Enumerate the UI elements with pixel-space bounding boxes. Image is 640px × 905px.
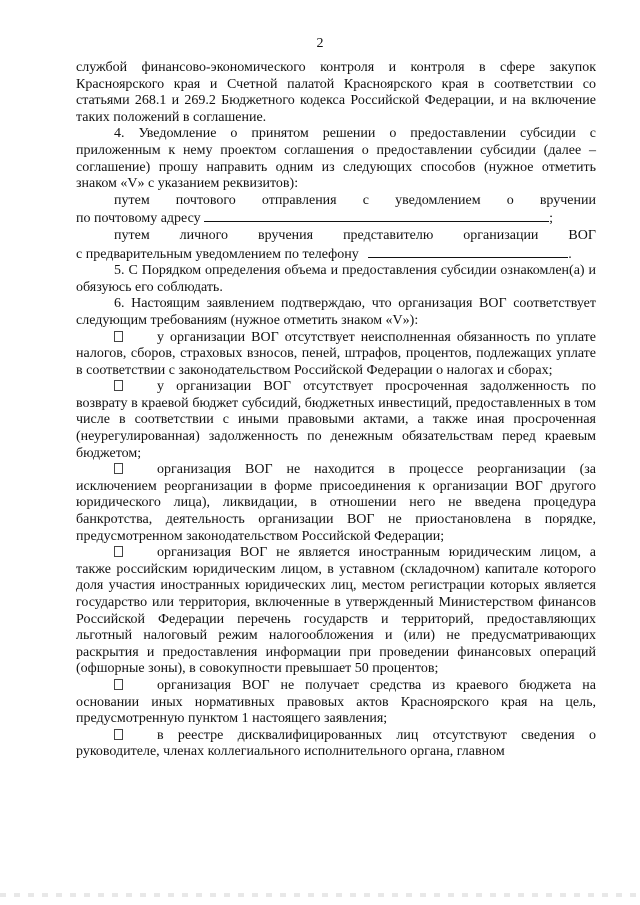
requirement-1-text: у организации ВОГ отсутствует неисполненная обязанность по уплате налогов, сборов, страховых взносов, пеней, штрафов, процентов, подлежащих уплате в соответствии с законодательством Российской Федерации о налогах и сборах; [76,329,596,378]
paragraph-continuation: службой финансово-экономического контроля и контроля в сфере закупок Красноярского края и Счетной палатой Красноярского края в соответствии со статьями 268.1 и 269.2 Бюджетного кодекса Российской Федерации, и на включение таких положений в соглашение. [76,60,596,125]
address-label: по почтовому адресу [76,211,201,227]
word: представителю [343,227,434,243]
phone-label: с предварительным уведомлением по телефону [76,246,359,262]
option-personal [76,228,596,263]
option-personal-words [76,228,596,245]
option-mail-words [76,193,596,210]
requirement-4-text: организация ВОГ не является иностранным юридическим лицом, а также российским юридическим лицом, в уставном (складочном) капитале которого доля участия иностранных юридических лиц, местом регистрации которых является государство или территория, включенные в утвержденный Министерством финансов Российской Федерации перечень государств и территорий, предоставляющих льготный налоговый режим налогообложения и (или) не предусматривающих раскрытия и предоставления информации при проведении финансовых операций (офшорные зоны), в совокупности превышает 50 процентов; [76,545,596,677]
option-personal-phone-row [76,245,596,264]
word: вручении [539,192,596,208]
checkbox-requirement-6[interactable] [114,729,123,740]
option-mail-address-row [76,209,596,228]
word: отправления [261,192,337,208]
address-blank-line[interactable] [204,209,549,222]
phone-blank-line[interactable] [368,245,568,258]
checkbox-requirement-2[interactable] [114,380,123,391]
requirement-6-text: в реестре дисквалифицированных лиц отсутствуют сведения о руководителе, членах коллегиального исполнительного органа, главном [76,727,596,760]
page-number: 2 [316,36,324,51]
checkbox-requirement-5[interactable] [114,679,123,690]
option-mail [76,193,596,228]
word: путем [114,227,150,243]
scan-bottom-edge [0,893,640,897]
requirement-1 [76,330,596,380]
word: организации [463,227,539,243]
requirement-2 [76,379,596,462]
requirement-6 [76,728,596,761]
word: путем [114,192,150,208]
requirement-5 [76,678,596,728]
requirement-3-text: организация ВОГ не находится в процессе реорганизации (за исключением реорганизации в форме присоединения к организации ВОГ другого юридического лица), ликвидации, в отношении него не введена процедура банкротства, деятельность организации ВОГ не приостановлена в порядке, предусмотренном законодательством Российской Федерации; [76,462,596,544]
checkbox-requirement-1[interactable] [114,331,123,342]
requirement-5-text: организация ВОГ не получает средства из краевого бюджета на основании иных нормативных правовых актов Красноярского края на цель, предусмотренную пунктом 1 настоящего заявления; [76,677,596,727]
paragraph-6: 6. Настоящим заявлением подтверждаю, что организация ВОГ соответствует следующим требованиям (нужное отметить знаком «V»): [76,296,596,328]
requirement-2-text: у организации ВОГ отсутствует просроченная задолженность по возврату в краевой бюджет субсидий, бюджетных инвестиций, предоставленных в том числе в соответствии с иными правовыми актами, а также иная просроченная (неурегулированная) задолженность по денежным обязательствам перед краевым бюджетом; [76,379,596,461]
requirement-3 [76,462,596,545]
word: уведомлением [395,192,481,208]
checkbox-requirement-4[interactable] [114,546,123,557]
paragraph-5: 5. С Порядком определения объема и предоставления субсидии ознакомлен(а) и обязуюсь его соблюдать. [76,263,596,295]
word: вручения [258,227,314,243]
requirement-4 [76,545,596,678]
word: ВОГ [568,227,596,243]
document-body [76,60,596,761]
paragraph-4: 4. Уведомление о принятом решении о предоставлении субсидии с приложенным к нему проектом соглашения о предоставлении субсидии (далее – соглашение) прошу направить одним из следующих способов (нужное отметить знаком «V» с указанием реквизитов): [76,126,596,192]
word: личного [179,227,229,243]
word: с [362,192,369,208]
checkbox-requirement-3[interactable] [114,463,123,474]
phone-end: . [568,246,572,262]
address-end: ; [549,211,554,227]
word: о [506,192,514,208]
word: почтового [175,192,236,208]
